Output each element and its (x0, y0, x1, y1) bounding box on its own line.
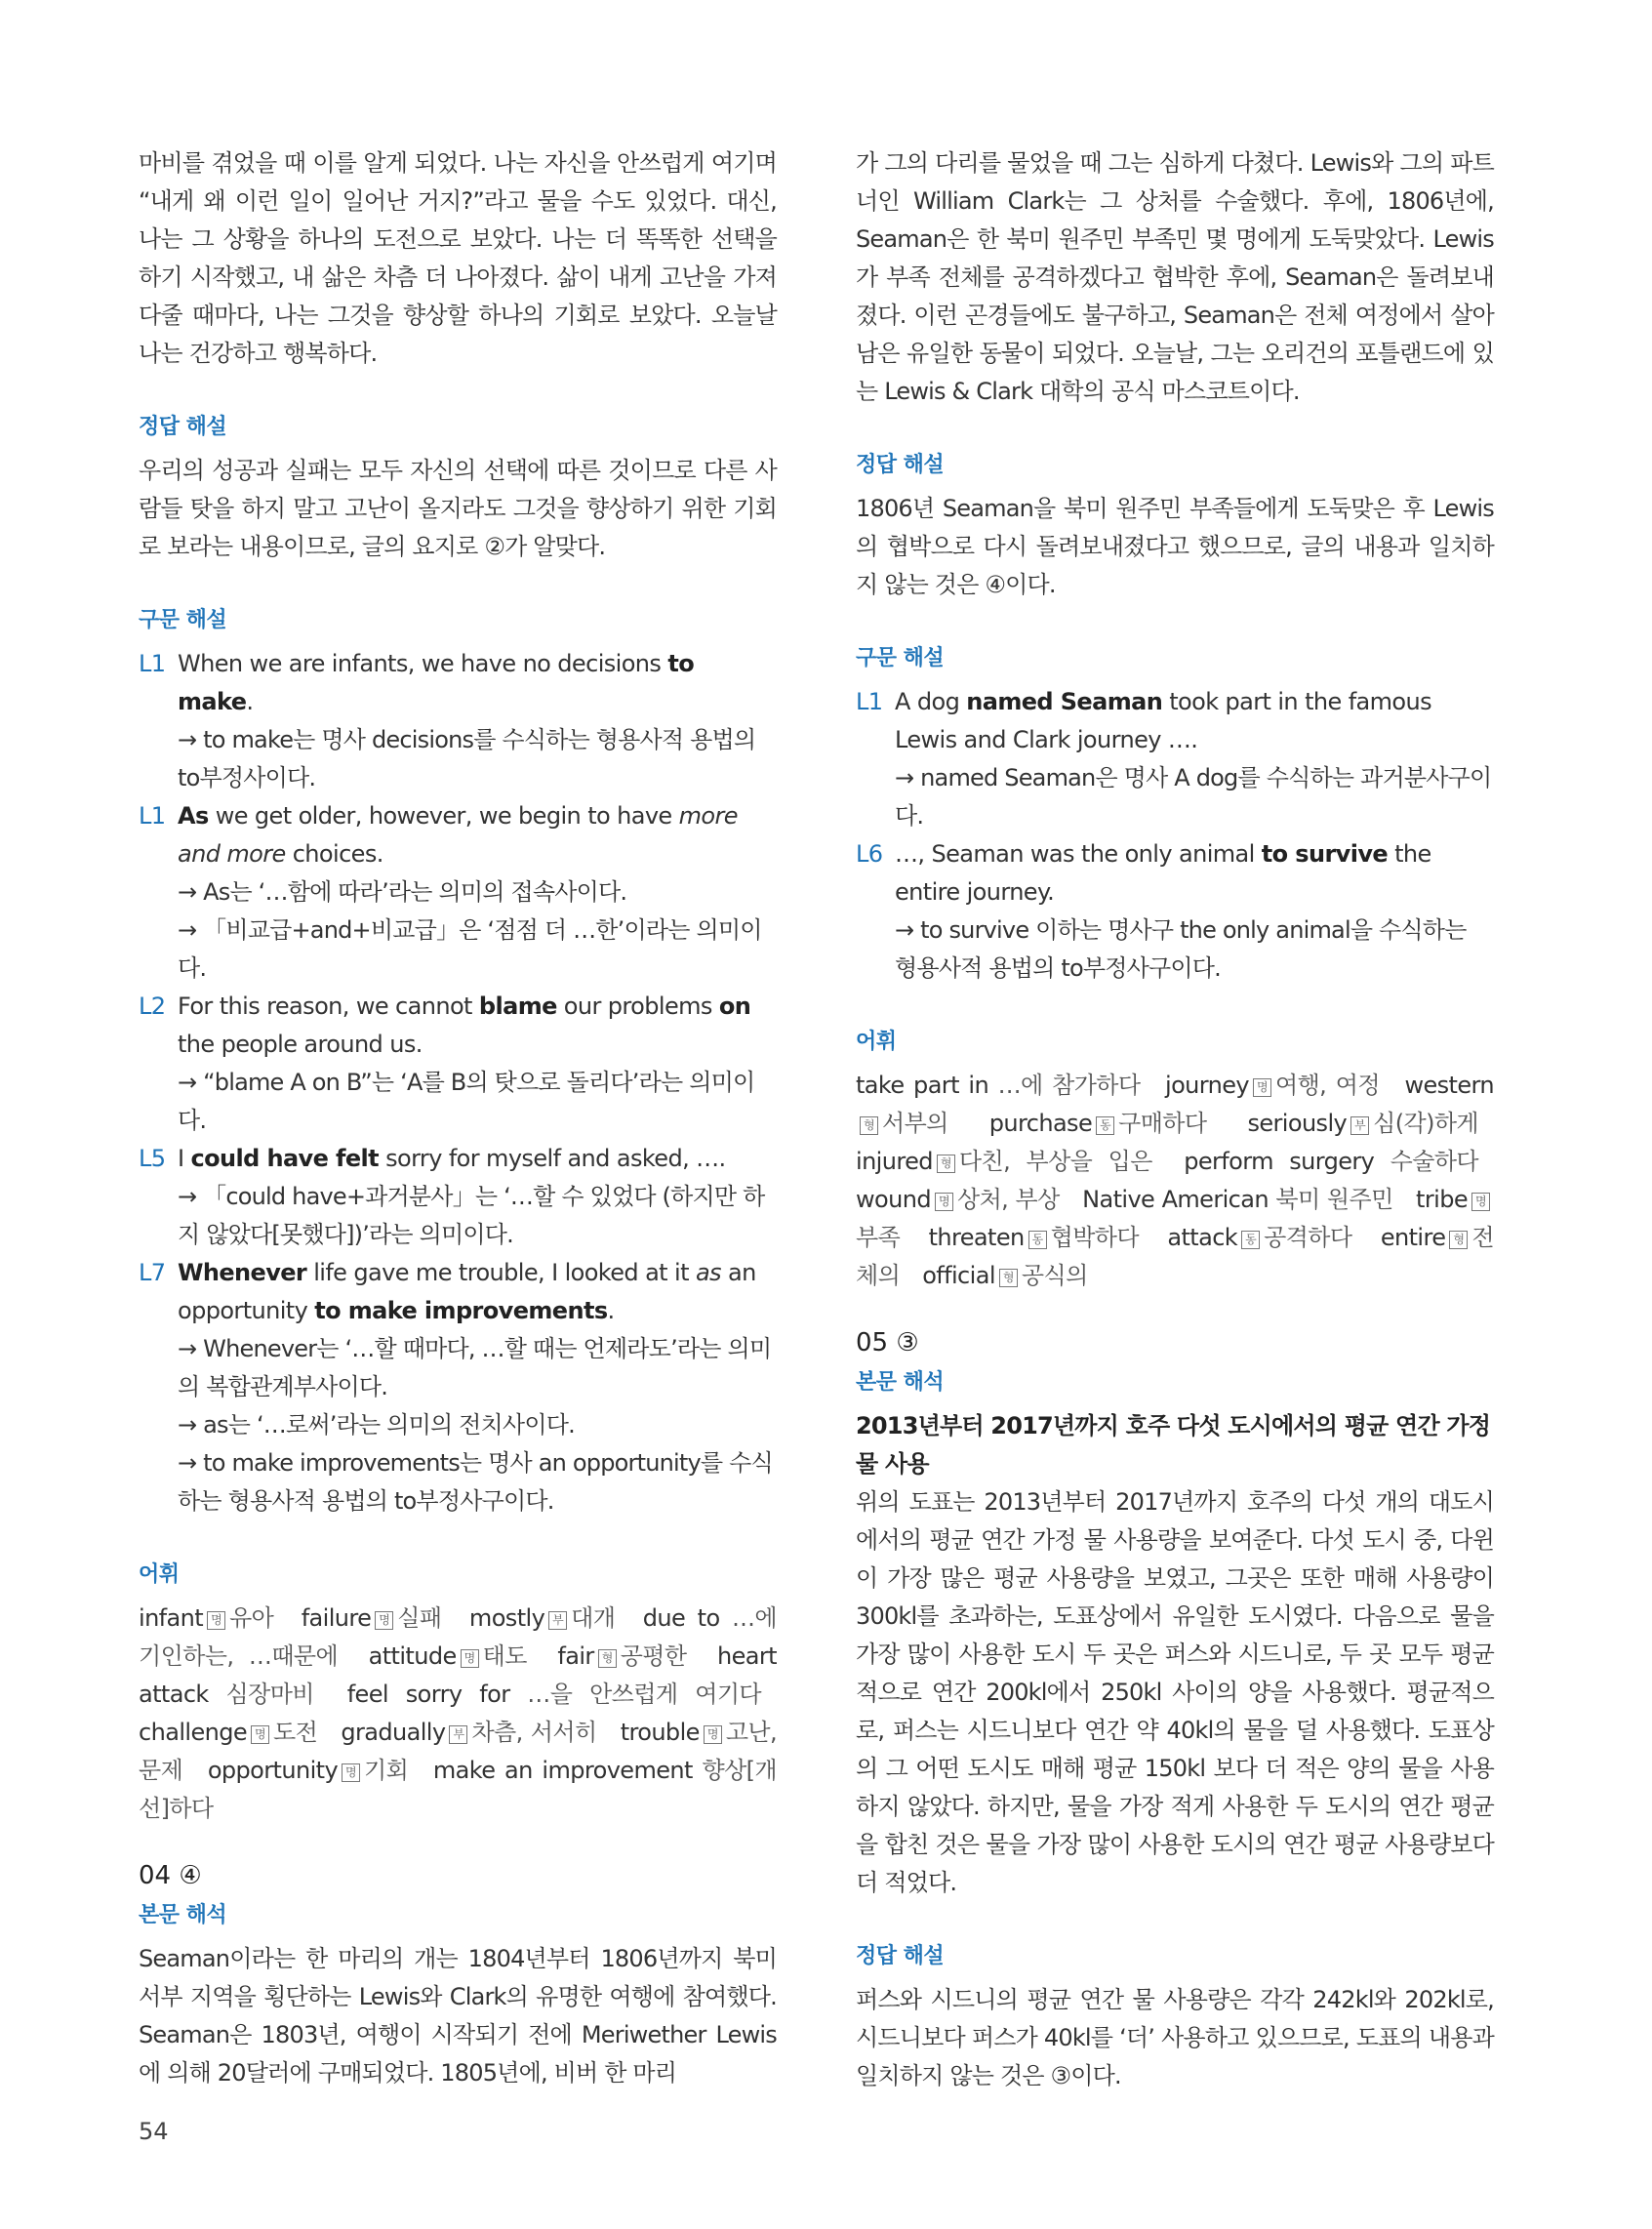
example-sentence: When we are infants, we have no decisions to make. (178, 650, 695, 715)
part-of-speech-badge: 형 (999, 1269, 1018, 1287)
answer-heading: 정답 해설 (856, 1944, 945, 1968)
part-of-speech-badge: 형 (937, 1155, 955, 1173)
part-of-speech-badge: 명 (1471, 1193, 1490, 1211)
vocab-meaning: 여행, 여정 (1275, 1072, 1380, 1099)
part-of-speech-badge: 명 (207, 1611, 225, 1630)
vocab-word: challenge (139, 1719, 248, 1746)
vocab-word: official (922, 1262, 995, 1289)
syntax-item (139, 797, 777, 988)
vocab-meaning: 도전 (273, 1719, 318, 1746)
part-of-speech-badge: 형 (598, 1649, 617, 1668)
line-ref: L6 (856, 840, 883, 868)
vocab-meaning: 구매하다 (1118, 1110, 1207, 1137)
vocab-word: threaten (928, 1224, 1025, 1251)
vocab-heading: 어휘 (856, 1030, 897, 1054)
syntax-item (856, 835, 1494, 988)
line-ref: L2 (139, 993, 166, 1020)
syntax-note: → named Seaman은 명사 A dog를 수식하는 과거분사구이다. (895, 764, 1492, 830)
example-sentence: For this reason, we cannot blame our problems on the people around us. (178, 993, 751, 1058)
vocab-heading: 어휘 (139, 1562, 180, 1587)
vocab-word: take part in (856, 1072, 989, 1099)
answer-explanation: 1806년 Seaman을 북미 원주민 부족들에게 도둑맞은 후 Lewis의 협박으로 다시 돌려보내졌다고 했으므로, 글의 내용과 일치하지 않는 것은 ④이다. (856, 495, 1494, 598)
line-ref: L1 (139, 802, 166, 830)
line-ref: L5 (139, 1145, 166, 1172)
answer-explanation: 퍼스와 시드니의 평균 연간 물 사용량은 각각 242kl와 202kl로, 시드니보다 퍼스가 40kl를 ‘더’ 사용하고 있으므로, 도표의 내용과 일치하지 않는 것은 ③이다. (856, 1986, 1494, 2089)
part-of-speech-badge: 명 (342, 1763, 360, 1782)
vocab-meaning: 상처, 부상 (956, 1186, 1060, 1213)
vocab-word: failure (301, 1604, 372, 1632)
line-ref: L7 (139, 1259, 166, 1286)
vocab-meaning: 심장마비 (225, 1681, 314, 1708)
left-column (139, 144, 777, 2092)
syntax-note: → 「비교급+and+비교급」은 ‘점점 더 …한’이라는 의미이다. (178, 916, 762, 982)
left-intro-text: 마비를 겪었을 때 이를 알게 되었다. 나는 자신을 안쓰럽게 여기며 “내게 왜 이런 일이 일어난 거지?”라고 물을 수도 있었다. 대신, 나는 그 상황을 하나의 도전으로 보았다. 나는 더 똑똑한 선택을 하기 시작했고, 내 삶은 차츰 더 나아졌다. 삶이 내게 고난을 가져다줄 때마다, 나는 그것을 향상할 하나의 기회로 보았다. 오늘날 나는 건강하고 행복하다. (139, 149, 777, 367)
part-of-speech-badge: 형 (1449, 1231, 1468, 1249)
translation-title: 2013년부터 2017년까지 호주 다섯 도시에서의 평균 연간 가정 물 사용 (856, 1412, 1491, 1478)
part-of-speech-badge: 부 (1350, 1116, 1369, 1135)
part-of-speech-badge: 명 (704, 1725, 722, 1744)
syntax-heading: 구문 해설 (139, 608, 227, 632)
vocab-word: seriously (1247, 1110, 1348, 1137)
vocab-word: trouble (620, 1719, 700, 1746)
vocab-list (139, 1600, 777, 1828)
vocab-word: heart attack (139, 1642, 777, 1708)
syntax-note: → to survive 이하는 명사구 the only animal을 수식하는 형용사적 용법의 to부정사구이다. (895, 916, 1467, 982)
vocab-word: due to (642, 1604, 720, 1632)
vocab-meaning: 북미 원주민 (1275, 1186, 1393, 1213)
part-of-speech-badge: 동 (1028, 1231, 1047, 1249)
vocab-meaning: 태도 (482, 1642, 527, 1670)
vocab-meaning: 향상[개선]하다 (139, 1757, 778, 1822)
vocab-word: Native American (1082, 1186, 1269, 1213)
example-sentence: Whenever life gave me trouble, I looked at it as an opportunity to make improvements. (178, 1259, 756, 1324)
example-sentence: …, Seaman was the only animal to survive the entire journey. (895, 840, 1431, 906)
vocab-meaning: 부족 (856, 1224, 901, 1251)
question-number: 04 ④ (139, 1861, 202, 1890)
translation-text: Seaman이라는 한 마리의 개는 1804년부터 1806년까지 북미 서부 지역을 횡단하는 Lewis와 Clark의 유명한 여행에 참여했다. Seaman은 1803년, 여행이 시작되기 전에 Meriwether Lewis에 의해 20달러에 구매되었다. 1805년에, 비버 한 마리 (139, 1945, 777, 2087)
syntax-item (139, 1254, 777, 1520)
syntax-note: → 「could have+과거분사」는 ‘…할 수 있었다 (하지만 하지 않았다[못했다])’라는 의미이다. (178, 1183, 765, 1248)
part-of-speech-badge: 명 (1253, 1078, 1271, 1097)
syntax-note: → as는 ‘…로써’라는 의미의 전치사이다. (178, 1411, 575, 1439)
translation-heading: 본문 해석 (856, 1370, 945, 1395)
part-of-speech-badge: 동 (1096, 1116, 1114, 1135)
vocab-meaning: 실패 (397, 1604, 442, 1632)
vocab-word: fair (557, 1642, 594, 1670)
part-of-speech-badge: 명 (461, 1649, 479, 1668)
vocab-meaning: 공식의 (1021, 1262, 1088, 1289)
syntax-note: → As는 ‘…함에 따라’라는 의미의 접속사이다. (178, 878, 627, 906)
vocab-word: attitude (368, 1642, 457, 1670)
answer-heading: 정답 해설 (139, 415, 227, 439)
vocab-word: opportunity (207, 1757, 339, 1784)
vocab-meaning: 공평한 (620, 1642, 687, 1670)
vocab-meaning: 차츰, 서서히 (471, 1719, 597, 1746)
part-of-speech-badge: 명 (375, 1611, 393, 1630)
syntax-note: → to make improvements는 명사 an opportunity를 수식하는 형용사적 용법의 to부정사구이다. (178, 1449, 773, 1515)
vocab-word: tribe (1416, 1186, 1468, 1213)
vocab-meaning: …에 기인하는, …때문에 (139, 1604, 777, 1670)
translation-text: 위의 도표는 2013년부터 2017년까지 호주의 다섯 개의 대도시에서의 평균 연간 가정 물 사용량을 보여준다. 다섯 도시 중, 다윈이 가장 많은 평균 사용량을 보였고, 그곳은 또한 매해 사용량이 300kl를 초과하는, 도표상에서 유일한 도시였다. 다음으로 물을 가장 많이 사용한 도시 두 곳은 퍼스와 시드니로, 두 곳 모두 평균적으로 연간 200kl에서 250kl 사이의 양을 사용했다. 평균적으로, 퍼스는 시드니보다 연간 약 40kl의 물을 덜 사용했다. 도표상의 그 어떤 도시도 매해 평균 150kl 보다 더 적은 양의 물을 사용하지 않았다. 하지만, 물을 가장 적게 사용한 두 도시의 연간 평균을 합친 것은 물을 가장 많이 사용한 도시의 연간 평균 사용량보다 더 적었다. (856, 1488, 1494, 1896)
example-sentence: I could have felt sorry for myself and asked, …. (178, 1145, 726, 1172)
page-number: 54 (139, 2118, 169, 2145)
line-ref: L1 (856, 688, 883, 715)
vocab-meaning: 서부의 (882, 1110, 948, 1137)
syntax-note: → Whenever는 ‘…할 때마다, …할 때는 언제라도’라는 의미의 복합관계부사이다. (178, 1335, 772, 1400)
answer-heading: 정답 해설 (856, 453, 945, 477)
vocab-word: mostly (468, 1604, 545, 1632)
answer-explanation: 우리의 성공과 실패는 모두 자신의 선택에 따른 것이므로 다른 사람들 탓을 하지 말고 고난이 올지라도 그것을 향상하기 위한 기회로 보라는 내용이므로, 글의 요지로 ②가 알맞다. (139, 457, 777, 560)
question-number: 05 ③ (856, 1328, 919, 1358)
vocab-meaning: 공격하다 (1264, 1224, 1352, 1251)
vocab-meaning: 협박하다 (1050, 1224, 1139, 1251)
syntax-item (856, 683, 1494, 835)
vocab-meaning: 고난, 문제 (139, 1719, 778, 1784)
vocab-meaning: …에 참가하다 (997, 1072, 1141, 1099)
part-of-speech-badge: 명 (251, 1725, 269, 1744)
vocab-word: attack (1167, 1224, 1238, 1251)
vocab-word: western (1404, 1072, 1494, 1099)
vocab-word: injured (856, 1148, 933, 1175)
line-ref: L1 (139, 650, 166, 677)
vocab-word: wound (856, 1186, 931, 1213)
syntax-item (139, 645, 777, 797)
syntax-item (139, 988, 777, 1140)
syntax-note: → “blame A on B”는 ‘A를 B의 탓으로 돌리다’라는 의미이다. (178, 1069, 755, 1134)
vocab-word: gradually (341, 1719, 446, 1746)
part-of-speech-badge: 동 (1241, 1231, 1260, 1249)
vocab-meaning: 심(각)하게 (1373, 1110, 1479, 1137)
right-column (856, 144, 1494, 2095)
vocab-word: infant (139, 1604, 204, 1632)
vocab-word: make an improvement (432, 1757, 693, 1784)
vocab-meaning: 다친, 부상을 입은 (958, 1148, 1152, 1175)
vocab-list (856, 1067, 1494, 1295)
vocab-meaning: …을 안쓰럽게 여기다 (527, 1681, 761, 1708)
vocab-meaning: 수술하다 (1390, 1148, 1479, 1175)
vocab-word: entire (1380, 1224, 1446, 1251)
part-of-speech-badge: 형 (860, 1116, 878, 1135)
example-sentence: As we get older, however, we begin to have more and more choices. (178, 802, 738, 868)
vocab-word: perform surgery (1184, 1148, 1375, 1175)
vocab-meaning: 유아 (229, 1604, 274, 1632)
vocab-meaning: 대개 (571, 1604, 616, 1632)
example-sentence: A dog named Seaman took part in the famous Lewis and Clark journey …. (895, 688, 1432, 753)
vocab-word: journey (1165, 1072, 1250, 1099)
part-of-speech-badge: 명 (935, 1193, 953, 1211)
vocab-meaning: 전체의 (856, 1224, 1494, 1289)
translation-heading: 본문 해석 (139, 1903, 227, 1927)
vocab-word: feel sorry for (346, 1681, 510, 1708)
syntax-item (139, 1140, 777, 1254)
part-of-speech-badge: 부 (449, 1725, 467, 1744)
vocab-word: purchase (988, 1110, 1093, 1137)
syntax-heading: 구문 해설 (856, 646, 945, 670)
vocab-meaning: 기회 (364, 1757, 409, 1784)
right-intro-text: 가 그의 다리를 물었을 때 그는 심하게 다쳤다. Lewis와 그의 파트너인 William Clark는 그 상처를 수술했다. 후에, 1806년에, Seaman은 한 북미 원주민 부족민 몇 명에게 도둑맞았다. Lewis가 부족 전체를 공격하겠다고 협박한 후에, Seaman은 돌려보내졌다. 이런 곤경들에도 불구하고, Seaman은 전체 여정에서 살아남은 유일한 동물이 되었다. 오늘날, 그는 오리건의 포틀랜드에 있는 Lewis & Clark 대학의 공식 마스코트이다. (856, 149, 1494, 405)
part-of-speech-badge: 부 (548, 1611, 567, 1630)
syntax-note: → to make는 명사 decisions를 수식하는 형용사적 용법의 to부정사이다. (178, 726, 756, 791)
